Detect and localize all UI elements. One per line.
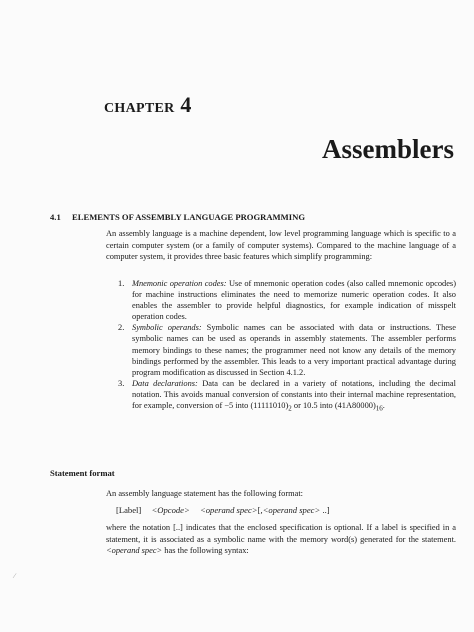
feature-number: 3. bbox=[118, 378, 125, 388]
feature-item bbox=[118, 322, 456, 377]
feature-item bbox=[118, 378, 456, 415]
section-number: 4.1 bbox=[50, 212, 61, 222]
chapter-word: CHAPTER bbox=[104, 101, 175, 116]
features-list bbox=[118, 278, 456, 415]
format-optional-operand: <operand spec> bbox=[262, 505, 321, 515]
feature-term: Symbolic operands: bbox=[132, 323, 202, 333]
statement-format-intro: An assembly language statement has the following format: bbox=[106, 489, 303, 498]
statement-format-heading: Statement format bbox=[50, 468, 115, 478]
feature-text: Symbolic names can be associated with data or instructions. These symbolic names can be used as operands in assembly statements. The assembler performs memory bindings to these names; the programmer need not know any details of the memory bindings performed by the assembler. This leads to a very important practical advantage during program modification as discussed in Section 4.1.2. bbox=[132, 323, 456, 377]
chapter-label bbox=[104, 92, 192, 118]
format-optional-close: ..] bbox=[320, 505, 330, 515]
feature-text: Data can be declared in a variety of notations, including the decimal notation. This avoids manual conversion of constants into their internal machine representation, for example, conversion of −5 into (11111010) bbox=[132, 378, 456, 411]
feature-text: Use of mnemonic operation codes (also called mnemonic opcodes) for machine instructions eliminates the need to memorize numeric operation codes. It also enables the assembler to provide helpful diagnostics, for example indication of misspelt operation codes. bbox=[132, 279, 456, 322]
feature-text-end: . bbox=[382, 401, 385, 411]
section-title: ELEMENTS OF ASSEMBLY LANGUAGE PROGRAMMING bbox=[72, 212, 306, 222]
feature-text-cont: or 10.5 into (41A80000) bbox=[291, 401, 376, 411]
format-label: [Label] bbox=[116, 505, 142, 515]
section-intro-paragraph: An assembly language is a machine dependent, low level programming language which is specific to a certain computer system (or a family of computer systems). Compared to the machine language of a computer system, it provides three basic features which simplify programming: bbox=[106, 229, 456, 262]
feature-number: 2. bbox=[118, 323, 125, 333]
statement-format-body bbox=[106, 522, 456, 557]
body-text-after: has the following syntax: bbox=[162, 546, 249, 556]
feature-term: Data declarations: bbox=[132, 378, 198, 388]
feature-item bbox=[118, 278, 456, 322]
format-optional-open: [, bbox=[257, 505, 263, 515]
format-operand: <operand spec> bbox=[199, 505, 258, 515]
format-opcode: <Opcode> bbox=[151, 505, 190, 515]
body-term: <operand spec> bbox=[106, 546, 163, 556]
body-text-before: where the notation [..] indicates that the enclosed specification is optional. If a label is specified in a statement, it is associated as a symbolic name with the memory word(s) generated for the statement. bbox=[106, 523, 456, 544]
chapter-number: 4 bbox=[180, 92, 192, 117]
section-heading bbox=[50, 212, 305, 222]
feature-number: 1. bbox=[118, 279, 125, 288]
margin-mark: ∕ bbox=[14, 572, 16, 580]
statement-format-syntax bbox=[116, 505, 330, 515]
chapter-title: Assemblers bbox=[322, 134, 454, 164]
hex-subscript: 16 bbox=[375, 404, 383, 413]
binary-subscript: 2 bbox=[288, 404, 292, 413]
feature-term: Mnemonic operation codes: bbox=[132, 279, 227, 288]
